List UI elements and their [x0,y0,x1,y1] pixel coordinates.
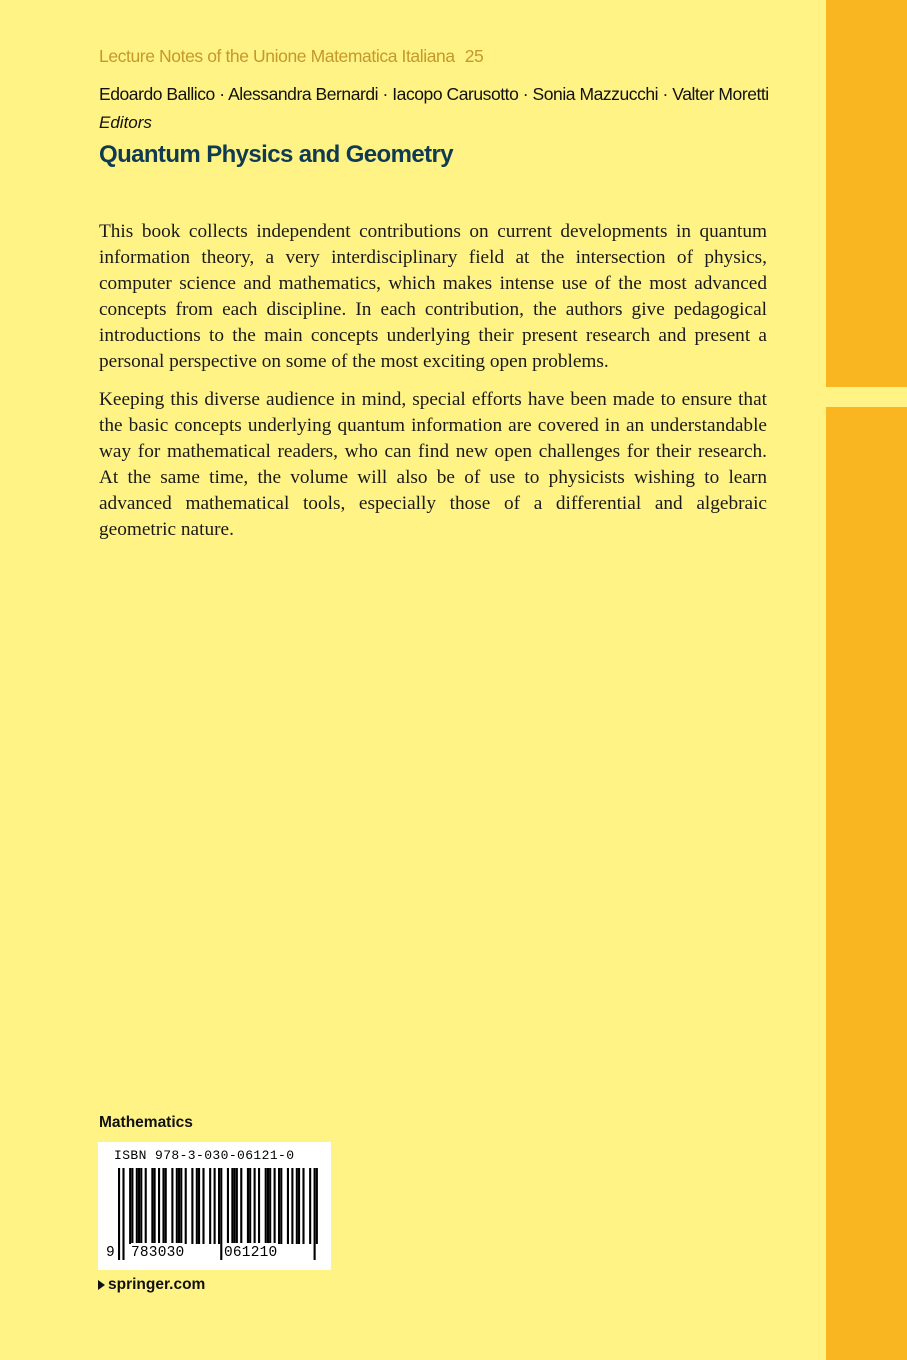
barcode-bar [180,1168,182,1244]
barcode-bar [185,1168,187,1244]
arrow-right-icon [98,1280,105,1290]
description [99,219,767,555]
barcode-bar [209,1168,211,1244]
barcode-bar [267,1168,269,1244]
barcode-bar [151,1168,153,1244]
barcode-bar [316,1168,318,1244]
barcode-bar [287,1168,289,1244]
book-title: Quantum Physics and Geometry [99,141,453,168]
barcode-bar [254,1168,256,1244]
barcode-digits-left: 783030 [131,1245,185,1261]
barcode-bar [249,1168,251,1244]
barcode-bar [234,1168,236,1244]
barcode-bar [165,1168,167,1244]
barcode-digits [98,1243,331,1265]
barcode-bar [145,1168,147,1244]
barcode-bar [196,1168,198,1244]
editors-label: Editors [99,113,152,132]
barcode-bar [178,1168,180,1244]
barcode-bar [162,1168,164,1244]
barcode-bar [227,1168,229,1244]
subject-label: Mathematics [99,1114,193,1131]
isbn-label: ISBN 978-3-030-06121-0 [114,1148,295,1163]
barcode-bar [136,1168,138,1244]
description-paragraph-1: This book collects independent contributions on current developments in quantum information theory, a very interdisciplinary field at the intersection of physics, computer science and mathematics, which makes intense use of the most advanced concepts from each discipline. In each contribution, the authors give pedagogical introductions to the main concepts underlying their present research and present a personal perspective on some of the most exciting open problems. [99,221,767,372]
barcode-bar [240,1168,242,1244]
barcode-bar [191,1168,193,1244]
barcode-bar [176,1168,178,1244]
barcode-bar [202,1168,204,1244]
barcode-bar [296,1168,298,1244]
barcode-bar [131,1168,133,1244]
springer-link[interactable] [98,1276,205,1294]
stripe-gap [826,387,907,407]
barcode-bar [218,1168,220,1244]
springer-link-text[interactable]: springer.com [108,1276,206,1293]
series-name: Lecture Notes of the Unione Matematica Italiana [99,46,455,66]
series-number: 25 [464,46,484,66]
barcode-bar [258,1168,260,1244]
barcode-bar [280,1168,282,1244]
barcode-bar [140,1168,142,1244]
barcode-bar [278,1168,280,1244]
editors-names: Edoardo Ballico · Alessandra Bernardi · Iacopo Carusotto · Sonia Mazzucchi · Valter Moretti [99,84,769,104]
barcode-bar [129,1168,131,1244]
isbn-barcode [98,1142,331,1270]
barcode-bar [138,1168,140,1244]
barcode-bar [231,1168,233,1244]
barcode-bar [158,1168,160,1244]
barcode-bar [265,1168,267,1244]
barcode-bar [198,1168,200,1244]
barcode-digits-right: 061210 [224,1245,278,1261]
barcode-bar [291,1168,293,1244]
barcode-bar [309,1168,311,1244]
barcode-bar [154,1168,156,1244]
barcode-bar [171,1168,173,1244]
series-line [99,46,483,67]
barcode-bar [274,1168,276,1244]
orange-side-stripe [826,0,907,1360]
description-paragraph-2: Keeping this diverse audience in mind, special efforts have been made to ensure that the basic concepts underlying quantum information are covered in an understandable way for mathematical readers, who can find new open challenges for their research. At the same time, the volume will also be of use to physicists wishing to learn advanced mathematical tools, especially those of a differential and algebraic geometric nature. [99,389,767,540]
barcode-bar [269,1168,271,1244]
barcode-bar [247,1168,249,1244]
barcode-digit-first: 9 [106,1245,115,1261]
barcode-bar [214,1168,216,1244]
barcode-bar [236,1168,238,1244]
barcode-bar [302,1168,304,1244]
barcode-bar [298,1168,300,1244]
